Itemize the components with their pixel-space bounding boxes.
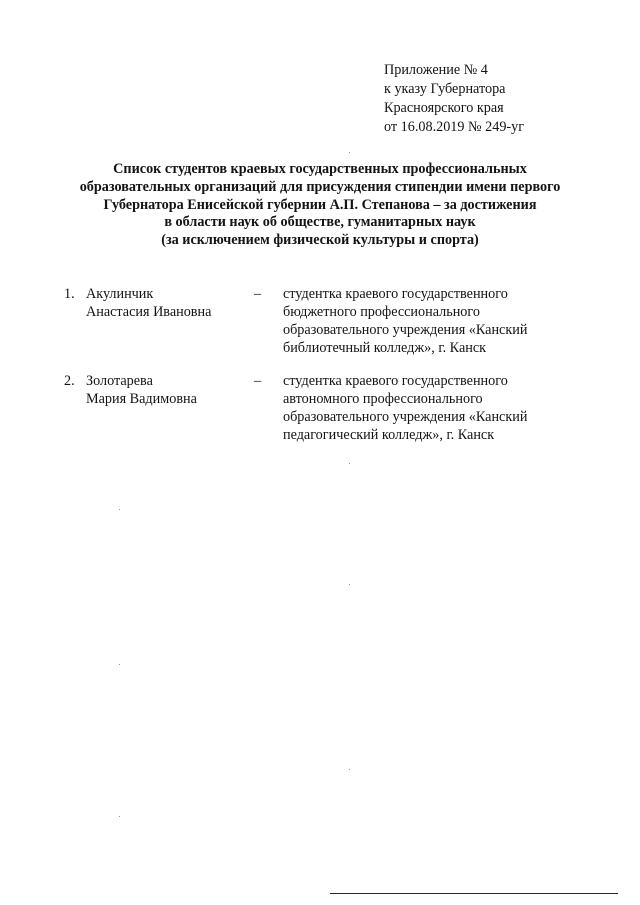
appendix-line: Красноярского края <box>384 100 504 116</box>
student-surname: Акулинчик <box>86 286 154 302</box>
title-line: Губернатора Енисейской губернии А.П. Степанова – за достижения <box>103 196 537 213</box>
scan-speck <box>349 463 350 464</box>
student-given-names: Мария Вадимовна <box>86 391 197 407</box>
description-line: бюджетного профессионального <box>283 304 480 320</box>
student-description <box>283 285 583 357</box>
scan-speck <box>119 816 120 817</box>
appendix-header <box>384 61 524 137</box>
description-line: педагогический колледж», г. Канск <box>283 427 495 443</box>
scan-speck <box>349 152 350 153</box>
title-line: в области наук об обществе, гуманитарных наук <box>164 214 476 231</box>
entry-dash: – <box>254 373 262 389</box>
description-line: студентка краевого государственного <box>283 373 508 389</box>
title-line: Список студентов краевых государственных профессиональных <box>113 161 527 177</box>
title-line: (за исключением физической культуры и спорта) <box>161 232 479 249</box>
entry-dash: – <box>254 286 262 302</box>
description-line: библиотечный колледж», г. Канск <box>283 340 487 356</box>
description-line: образовательного учреждения «Канский <box>283 322 528 338</box>
student-description <box>283 372 583 444</box>
description-line: автономного профессионального <box>283 391 483 407</box>
student-name <box>86 372 197 408</box>
description-line: образовательного учреждения «Канский <box>283 409 528 425</box>
appendix-line: к указу Губернатора <box>384 81 506 97</box>
title-line: образовательных организаций для присуждения стипендии имени первого <box>79 178 561 195</box>
entry-number: 1. <box>64 286 75 302</box>
student-name <box>86 285 211 321</box>
student-given-names: Анастасия Ивановна <box>86 304 212 320</box>
scan-speck <box>119 509 120 510</box>
document-title <box>40 161 600 250</box>
appendix-line: от 16.08.2019 № 249-уг <box>384 119 525 135</box>
appendix-line: Приложение № 4 <box>384 62 488 78</box>
description-line: студентка краевого государственного <box>283 286 508 302</box>
student-surname: Золотарева <box>86 373 153 389</box>
entry-number: 2. <box>64 373 75 389</box>
scan-speck <box>119 664 120 665</box>
scan-speck <box>349 769 350 770</box>
scan-speck <box>349 584 350 585</box>
bottom-rule <box>330 893 618 894</box>
